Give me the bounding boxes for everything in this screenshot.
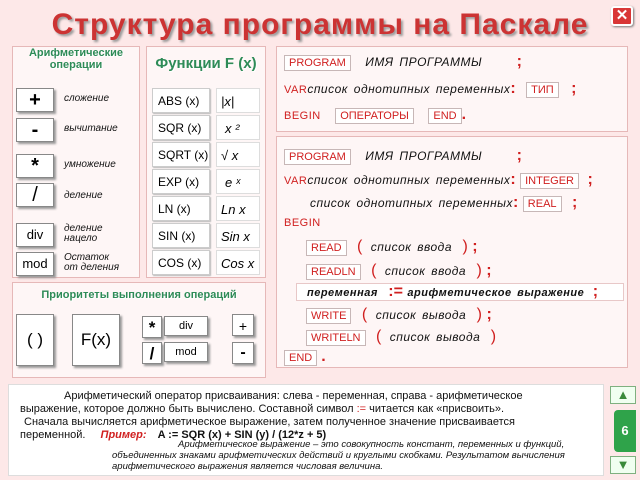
rparen: ) — [476, 262, 482, 279]
page-title: Структура программы на Паскале — [51, 8, 589, 41]
func-cos-value: Cos x — [216, 250, 260, 275]
assign-left: переменная — [307, 287, 378, 299]
example-code: A := SQR (x) + SIN (y) / (12*z + 5) — [157, 429, 327, 441]
var-keyword: VAR — [284, 175, 308, 187]
arith-header: Арифметические операции — [28, 47, 124, 71]
footer-paragraph — [20, 390, 600, 442]
output-list: список вывода — [389, 330, 481, 344]
semicolon: ; — [571, 80, 577, 97]
example-read-line — [306, 238, 478, 256]
var-list: список однотипных переменных — [307, 82, 511, 96]
semicolon: ; — [516, 53, 522, 70]
writeln-keyword: WRITELN — [306, 330, 366, 346]
func-ln[interactable]: LN (x) — [152, 196, 210, 221]
footer-line-2: выражение, которое должно быть вычислено. Составной символ := читается как «присвоить». — [20, 403, 505, 415]
var-list: список однотипных переменных — [307, 173, 511, 187]
example-write-line — [306, 306, 492, 324]
page-number-badge — [614, 410, 636, 452]
footer-line-4: переменной. Пример: A := SQR (x) + SIN (y) / (12*z + 5) — [20, 429, 327, 441]
semicolon: ; — [486, 262, 492, 279]
lparen: ( — [375, 328, 382, 345]
func-sqrt-value: √ x — [216, 142, 260, 167]
func-cos[interactable]: COS (x) — [152, 250, 210, 275]
input-list: список ввода — [370, 240, 452, 254]
assign-right: арифметическое выражение — [407, 287, 585, 299]
nav-up-button[interactable]: ▲ — [610, 386, 636, 404]
funcs-header: Функции F (x) — [155, 55, 257, 72]
dot: . — [461, 106, 467, 123]
priority-mul: * — [142, 316, 162, 338]
priority-slash: / — [142, 342, 162, 364]
footer-definition: Арифметическое выражение – это совокупность констант, переменных и функций, объединенных знаками арифметических действий и круглыми скобками. Результатом вычисления арифметического выражения является числовая величина. — [112, 439, 565, 472]
func-abs[interactable]: ABS (x) — [152, 88, 210, 113]
rparen: ) — [490, 328, 497, 345]
rparen: ) — [462, 238, 468, 255]
func-sin-value: Sin x — [216, 223, 260, 248]
footer-line-3: Сначала вычисляется арифметическое выражение, затем полученное значение присваивается — [24, 416, 515, 428]
rparen: ) — [476, 306, 482, 323]
program-keyword: PROGRAM — [284, 149, 351, 165]
op-minus-button[interactable]: - — [16, 118, 54, 142]
program-name: ИМЯ ПРОГРАММЫ — [365, 149, 483, 163]
template-program-line — [284, 53, 522, 71]
readln-keyword: READLN — [306, 264, 361, 280]
example-var-line-1 — [284, 171, 593, 189]
func-exp-value: e ˣ — [216, 169, 260, 194]
semicolon: ; — [587, 171, 593, 188]
begin-keyword: BEGIN — [284, 110, 321, 122]
operators-keyword: ОПЕРАТОРЫ — [335, 108, 414, 124]
func-sqrt[interactable]: SQRT (x) — [152, 142, 210, 167]
template-begin-line — [284, 106, 466, 124]
priority-div: div — [164, 316, 208, 336]
semicolon: ; — [592, 283, 599, 300]
lparen: ( — [357, 238, 363, 255]
priority-header: Приоритеты выполнения операций — [41, 289, 237, 301]
func-sqr[interactable]: SQR (x) — [152, 115, 210, 140]
assign-op: := — [388, 283, 403, 300]
colon: : — [510, 80, 516, 97]
template-var-line — [284, 80, 576, 98]
input-list: список ввода — [384, 264, 467, 278]
read-keyword: READ — [306, 240, 347, 256]
end-keyword: END — [284, 350, 317, 366]
priority-minus: - — [232, 342, 254, 364]
op-mod-label: Остаток от деления — [64, 252, 120, 273]
output-list: список вывода — [375, 308, 467, 322]
end-keyword: END — [428, 108, 461, 124]
integer-keyword: INTEGER — [520, 173, 579, 189]
var-list: список однотипных переменных — [310, 196, 514, 210]
op-div-button[interactable]: div — [16, 223, 54, 247]
example-var-line-2 — [310, 194, 577, 212]
colon: : — [510, 171, 516, 188]
semicolon: ; — [472, 238, 478, 255]
op-plus-label: сложение — [64, 93, 110, 104]
func-exp[interactable]: EXP (x) — [152, 169, 210, 194]
example-assign-line — [296, 283, 624, 301]
example-readln-line — [306, 262, 492, 280]
example-writeln-line — [306, 328, 496, 346]
func-abs-value: |x| — [216, 88, 260, 113]
func-sqr-value: x ² — [216, 115, 260, 140]
real-keyword: REAL — [523, 196, 562, 212]
assign-symbol: := — [356, 403, 367, 415]
example-begin: BEGIN — [284, 217, 321, 229]
page-number: 6 — [621, 423, 629, 438]
semicolon: ; — [486, 306, 492, 323]
write-keyword: WRITE — [306, 308, 351, 324]
program-keyword: PROGRAM — [284, 55, 351, 71]
dot: . — [321, 348, 326, 365]
op-divide-button[interactable]: / — [16, 183, 54, 207]
op-plus-button[interactable]: + — [16, 88, 54, 112]
func-sin[interactable]: SIN (x) — [152, 223, 210, 248]
close-button[interactable]: ✕ — [611, 6, 633, 26]
example-end-line — [284, 348, 326, 366]
type-keyword: ТИП — [526, 82, 559, 98]
var-keyword: VAR — [284, 84, 308, 96]
example-label: Пример: — [100, 429, 147, 441]
lparen: ( — [371, 262, 377, 279]
priority-paren: ( ) — [16, 314, 54, 366]
op-minus-label: вычитание — [64, 123, 118, 134]
lparen: ( — [361, 306, 368, 323]
semicolon: ; — [516, 147, 522, 164]
op-multiply-label: умножение — [64, 159, 116, 170]
program-name: ИМЯ ПРОГРАММЫ — [365, 55, 483, 69]
op-mod-button[interactable]: mod — [16, 252, 54, 276]
op-multiply-button[interactable]: * — [16, 154, 54, 178]
func-ln-value: Ln x — [216, 196, 260, 221]
nav-down-button[interactable]: ▼ — [610, 456, 636, 474]
priority-func: F(x) — [72, 314, 120, 366]
op-divide-label: деление — [64, 190, 103, 201]
example-program-line — [284, 147, 522, 165]
op-div-label: деление нацело — [64, 223, 103, 244]
priority-mod: mod — [164, 342, 208, 362]
priority-plus: + — [232, 314, 254, 336]
semicolon: ; — [572, 194, 578, 211]
footer-line-1: Арифметический оператор присваивания: слева - переменная, справа - арифметическое — [64, 390, 523, 402]
colon: : — [513, 194, 519, 211]
